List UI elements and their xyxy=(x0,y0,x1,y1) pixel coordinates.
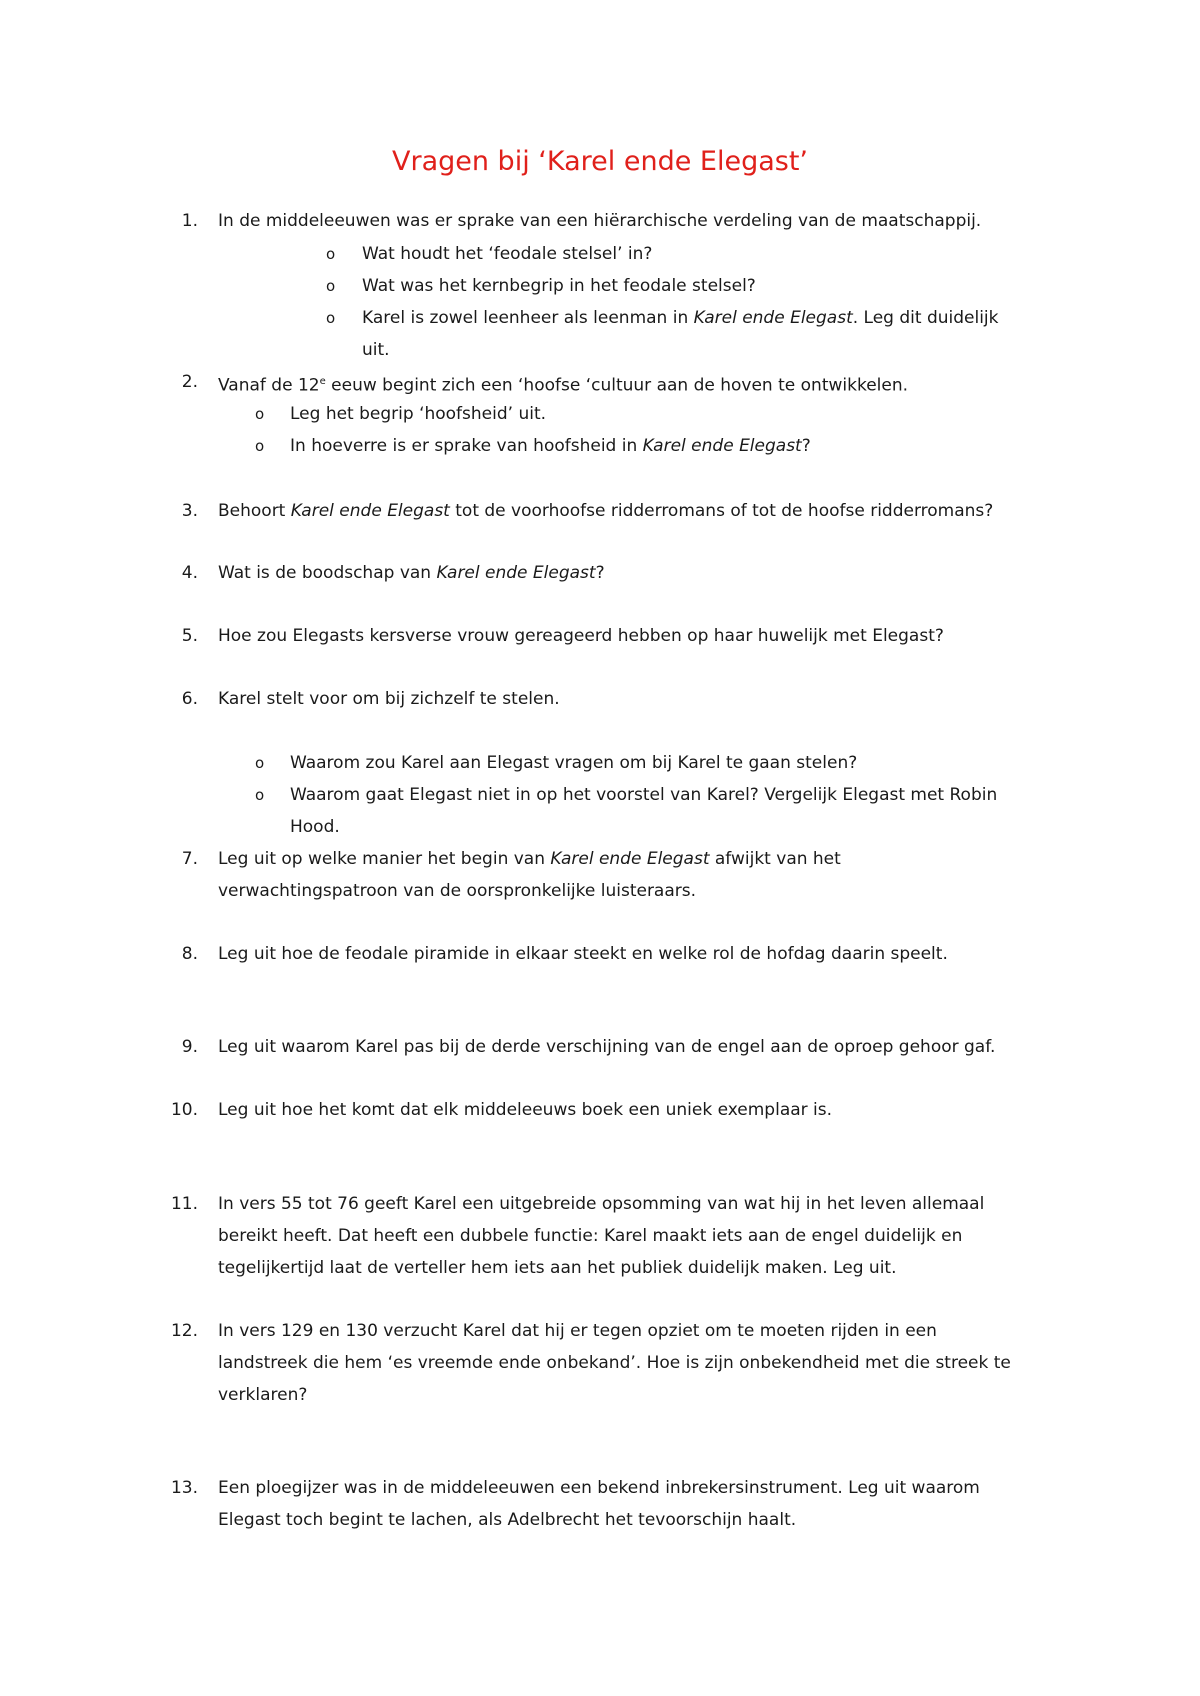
bullet-marker: o xyxy=(255,754,265,772)
book-title: Karel ende Elegast xyxy=(436,563,596,583)
question-number: 1. xyxy=(181,211,198,231)
question-text: Een ploegijzer was in de middeleeuwen een bekend inbrekersinstrument. Leg uit waarom xyxy=(218,1478,980,1498)
question-number: 12. xyxy=(170,1321,198,1341)
question-text: Hoe zou Elegasts kersverse vrouw gereageerd hebben op haar huwelijk met Elegast? xyxy=(218,626,944,646)
book-title: Karel ende Elegast xyxy=(550,849,710,869)
question-number: 5. xyxy=(181,626,198,646)
sub-question-text: Leg het begrip ‘hoofsheid’ uit. xyxy=(290,404,547,424)
bullet-marker: o xyxy=(255,786,265,804)
question-text: Leg uit hoe het komt dat elk middeleeuws boek een uniek exemplaar is. xyxy=(218,1100,833,1120)
sub-question-text: Hood. xyxy=(290,817,340,837)
sub-question-text: uit. xyxy=(362,340,390,360)
question-text: tegelijkertijd laat de verteller hem iets aan het publiek duidelijk maken. Leg uit. xyxy=(218,1258,897,1278)
question-number: 9. xyxy=(181,1037,198,1057)
sub-question-text: Waarom zou Karel aan Elegast vragen om bij Karel te gaan stelen? xyxy=(290,753,858,773)
question-number: 2. xyxy=(181,372,198,392)
question-number: 11. xyxy=(170,1194,198,1214)
sub-question-text: Karel is zowel leenheer als leenman in Karel ende Elegast. Leg dit duidelijk xyxy=(362,308,999,328)
question-text: Wat is de boodschap van Karel ende Elegast? xyxy=(218,563,605,583)
bullet-marker: o xyxy=(326,245,336,263)
question-text: Elegast toch begint te lachen, als Adelbrecht het tevoorschijn haalt. xyxy=(218,1510,797,1530)
question-text: landstreek die hem ‘es vreemde ende onbekand’. Hoe is zijn onbekendheid met die streek te xyxy=(218,1353,1011,1373)
book-title: Karel ende Elegast xyxy=(290,501,450,521)
bullet-marker: o xyxy=(255,405,265,423)
question-text: bereikt heeft. Dat heeft een dubbele functie: Karel maakt iets aan de engel duidelijk en xyxy=(218,1226,963,1246)
question-text: Karel stelt voor om bij zichzelf te stelen. xyxy=(218,689,560,709)
bullet-marker: o xyxy=(326,277,336,295)
question-text: verklaren? xyxy=(218,1385,308,1405)
question-number: 10. xyxy=(170,1100,198,1120)
superscript: e xyxy=(319,376,326,387)
question-text: Behoort Karel ende Elegast tot de voorhoofse ridderromans of tot de hoofse ridderromans? xyxy=(218,501,994,521)
question-text: Vanaf de 12e eeuw begint zich een ‘hoofse ‘cultuur aan de hoven te ontwikkelen. xyxy=(218,375,909,396)
question-text: verwachtingspatroon van de oorspronkelijke luisteraars. xyxy=(218,881,697,901)
sub-question-text: Wat was het kernbegrip in het feodale stelsel? xyxy=(362,276,756,296)
question-text: Leg uit waarom Karel pas bij de derde verschijning van de engel aan de oproep gehoor gaf. xyxy=(218,1037,996,1057)
sub-question-text: Wat houdt het ‘feodale stelsel’ in? xyxy=(362,244,653,264)
question-number: 7. xyxy=(181,849,198,869)
question-number: 13. xyxy=(170,1478,198,1498)
bullet-marker: o xyxy=(255,437,265,455)
question-text: Leg uit hoe de feodale piramide in elkaar steekt en welke rol de hofdag daarin speelt. xyxy=(218,944,948,964)
question-text: In vers 129 en 130 verzucht Karel dat hij er tegen opziet om te moeten rijden in een xyxy=(218,1321,937,1341)
question-text: In vers 55 tot 76 geeft Karel een uitgebreide opsomming van wat hij in het leven allemaal xyxy=(218,1194,985,1214)
sub-question-text: Waarom gaat Elegast niet in op het voorstel van Karel? Vergelijk Elegast met Robin xyxy=(290,785,998,805)
book-title: Karel ende Elegast xyxy=(642,436,802,456)
question-number: 4. xyxy=(181,563,198,583)
question-number: 8. xyxy=(181,944,198,964)
sub-question-text: In hoeverre is er sprake van hoofsheid in Karel ende Elegast? xyxy=(290,436,811,456)
question-text: Leg uit op welke manier het begin van Karel ende Elegast afwijkt van het xyxy=(218,849,841,869)
bullet-marker: o xyxy=(326,309,336,327)
question-text: In de middeleeuwen was er sprake van een hiërarchische verdeling van de maatschappij. xyxy=(218,211,982,231)
page-title: Vragen bij ‘Karel ende Elegast’ xyxy=(392,146,808,177)
question-number: 3. xyxy=(181,501,198,521)
question-number: 6. xyxy=(181,689,198,709)
book-title: Karel ende Elegast xyxy=(693,308,853,328)
